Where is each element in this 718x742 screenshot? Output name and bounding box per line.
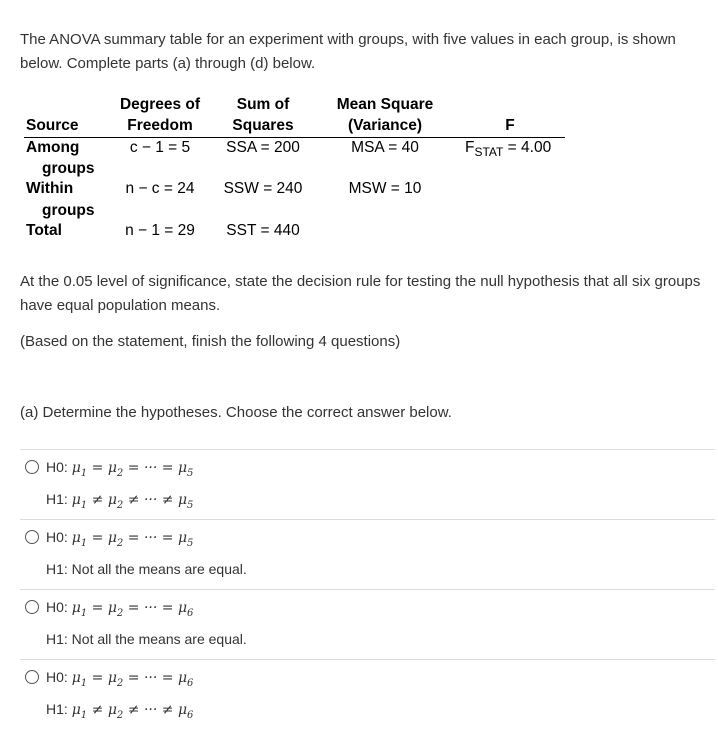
row-total-df: n − 1 = 29 xyxy=(125,222,195,239)
option-4-h1 xyxy=(46,699,193,726)
h0-prefix: H0: xyxy=(46,599,72,615)
f-stat-subscript: STAT xyxy=(474,145,504,159)
h1-math: $\mu_1 \ne \mu_2$ ≠ ··· ≠ $\mu_5$ xyxy=(71,492,194,511)
option-divider xyxy=(20,519,715,520)
h0-math: $\mu_1 = \mu_2$ = ··· = $\mu_5$ xyxy=(71,460,194,479)
row-within-source-line1: Within xyxy=(26,180,74,197)
row-among-source-line2: groups xyxy=(42,160,95,177)
h0-math: $\mu_1 = \mu_2$ = ··· = $\mu_6$ xyxy=(71,600,194,619)
option-1-h0 xyxy=(46,457,193,484)
radio-button[interactable] xyxy=(25,530,39,544)
option-divider xyxy=(20,589,715,590)
decision-rule-text: At the 0.05 level of significance, state the decision rule for testing the null hypothesis that all six groups have equal population means. xyxy=(20,273,701,314)
radio-button[interactable] xyxy=(25,460,39,474)
intro-text: The ANOVA summary table for an experiment with groups, with five values in each group, is shown below. Complete parts (a) through (d) below. xyxy=(20,31,676,72)
option-3-h1: H1: Not all the means are equal. xyxy=(46,631,247,647)
header-f: F xyxy=(505,117,515,134)
h0-math: $\mu_1 = \mu_2$ = ··· = $\mu_6$ xyxy=(71,670,194,689)
header-ms-line1: Mean Square xyxy=(336,96,434,113)
header-source: Source xyxy=(26,117,79,134)
radio-button[interactable] xyxy=(25,670,39,684)
row-among-ss: SSA = 200 xyxy=(226,139,300,156)
option-divider xyxy=(20,449,715,450)
h1-prefix: H1: xyxy=(46,491,72,507)
h0-prefix: H0: xyxy=(46,669,72,685)
header-ss-line1: Sum of xyxy=(236,96,290,113)
header-df-line1: Degrees of xyxy=(119,96,201,113)
question-a: (a) Determine the hypotheses. Choose the correct answer below. xyxy=(20,404,452,421)
row-among-df: c − 1 = 5 xyxy=(129,139,191,156)
option-4-h0 xyxy=(46,667,193,694)
h1-prefix: H1: xyxy=(46,701,72,717)
h1-math: $\mu_1 \ne \mu_2$ ≠ ··· ≠ $\mu_6$ xyxy=(71,702,194,721)
row-within-df: n − c = 24 xyxy=(125,180,195,197)
header-df-line2: Freedom xyxy=(127,117,193,134)
option-2-h0 xyxy=(46,527,193,554)
option-2-h1: H1: Not all the means are equal. xyxy=(46,561,247,577)
h0-prefix: H0: xyxy=(46,529,72,545)
row-among-f xyxy=(465,137,551,163)
row-total-ss: SST = 440 xyxy=(226,222,300,239)
row-within-ss: SSW = 240 xyxy=(223,180,303,197)
instruction-note: (Based on the statement, finish the following 4 questions) xyxy=(20,333,401,350)
option-divider xyxy=(20,659,715,660)
option-1-h1 xyxy=(46,489,193,516)
row-among-ms: MSA = 40 xyxy=(351,139,419,156)
f-stat-value: = 4.00 xyxy=(503,139,552,156)
header-ss-line2: Squares xyxy=(232,117,294,134)
f-stat-letter: F xyxy=(465,139,475,156)
h0-prefix: H0: xyxy=(46,459,72,475)
row-within-source-line2: groups xyxy=(42,202,95,219)
row-among-source-line1: Among xyxy=(26,139,80,156)
row-within-ms: MSW = 10 xyxy=(348,180,422,197)
option-3-h0 xyxy=(46,597,193,624)
h0-math: $\mu_1 = \mu_2$ = ··· = $\mu_5$ xyxy=(71,530,194,549)
radio-button[interactable] xyxy=(25,600,39,614)
header-ms-line2: (Variance) xyxy=(347,117,423,134)
anova-summary-table xyxy=(0,0,718,250)
row-total-source: Total xyxy=(26,222,62,239)
